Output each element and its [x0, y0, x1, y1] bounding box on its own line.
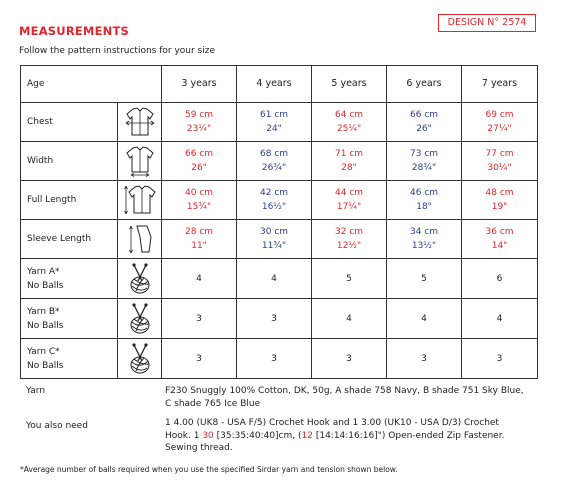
- full-length-row: [21, 181, 538, 220]
- yarn-c-label: Yarn C*: [27, 346, 60, 357]
- yarn-ball-icon: [118, 259, 162, 299]
- size-7-years: 7 years: [462, 66, 538, 103]
- length-cm-6: 46 cm: [410, 188, 439, 198]
- yarn-b-balls-label: No Balls: [27, 320, 64, 331]
- yarn-ball-icon: [118, 299, 162, 339]
- sleeve-length-label: Sleeve Length: [21, 220, 118, 259]
- width-in-4: 26¾": [261, 163, 287, 173]
- yarn-b-row: [21, 299, 538, 339]
- length-cm-4: 42 cm: [260, 188, 289, 198]
- yarn-b-balls-3: 3: [162, 299, 237, 339]
- length-in-4: 16½": [261, 202, 287, 212]
- width-cm-7: 77 cm: [485, 149, 514, 159]
- chest-in-7: 27¼": [487, 124, 512, 134]
- yarn-b-balls-4: 3: [237, 299, 312, 339]
- yarn-b-label: Yarn B*: [27, 306, 60, 317]
- yarn-description: [165, 385, 537, 410]
- sleeve-in-7: 14": [491, 241, 508, 251]
- width-cm-5: 71 cm: [335, 149, 364, 159]
- yarn-a-label: Yarn A*: [27, 266, 60, 277]
- sleeve-cm-7: 36 cm: [485, 227, 514, 237]
- sleeve-cm-3: 28 cm: [185, 227, 214, 237]
- yarn-c-balls-label: No Balls: [27, 360, 64, 371]
- sleeve-in-3: 11": [191, 241, 207, 251]
- size-3-years: 3 years: [162, 66, 237, 103]
- length-in-5: 17¼": [336, 202, 362, 212]
- yarn-b-balls-5: 4: [312, 299, 387, 339]
- width-in-6: 28¾": [411, 163, 437, 173]
- yarn-b-balls-6: 4: [387, 299, 462, 339]
- size-5-years: 5 years: [312, 66, 387, 103]
- design-number-badge: DESIGN N° 2574: [438, 14, 536, 32]
- yarn-label: Yarn: [26, 386, 46, 396]
- chest-cm-5: 64 cm: [335, 110, 364, 120]
- length-cm-3: 40 cm: [185, 188, 214, 198]
- length-cm-7: 48 cm: [485, 188, 514, 198]
- sleeve-cm-5: 32 cm: [335, 227, 364, 237]
- length-in-3: 15¾": [186, 202, 212, 212]
- sleeve-cm-4: 30 cm: [260, 227, 289, 237]
- chest-in-6: 26": [416, 124, 432, 134]
- yarn-a-row: [21, 259, 538, 299]
- yarn-description-line2: C shade 765 Ice Blue: [165, 398, 261, 409]
- zip-length-in: 12: [301, 430, 313, 441]
- yarn-b-balls-7: 4: [462, 299, 538, 339]
- chest-in-3: 23¼": [186, 124, 212, 134]
- age-row: [21, 66, 538, 103]
- yarn-a-balls-5: 5: [312, 259, 387, 299]
- page-title: MEASUREMENTS: [19, 24, 129, 38]
- width-in-5: 28": [341, 163, 357, 173]
- size-6-years: 6 years: [387, 66, 462, 103]
- chest-label: Chest: [21, 103, 118, 142]
- sleeve-in-5: 12½": [336, 241, 362, 251]
- chest-cm-6: 66 cm: [410, 110, 439, 120]
- length-in-7: 19": [491, 202, 508, 212]
- measurements-table: [20, 65, 538, 379]
- yarn-a-balls-4: 4: [237, 259, 312, 299]
- width-label: Width: [21, 142, 118, 181]
- chest-cm-3: 59 cm: [185, 110, 214, 120]
- width-cm-3: 66 cm: [185, 149, 214, 159]
- yarn-description-line1: F230 Snuggly 100% Cotton, DK, 50g, A shade 758 Navy, B shade 751 Sky Blue,: [165, 386, 524, 396]
- yarn-c-row: [21, 339, 538, 379]
- yarn-c-balls-7: 3: [462, 339, 538, 379]
- also-need-line3: Sewing thread.: [165, 443, 233, 453]
- cardigan-width-icon: [118, 142, 162, 181]
- yarn-a-balls-6: 5: [387, 259, 462, 299]
- zip-length-cm: 30: [202, 430, 214, 441]
- sleeve-cm-6: 34 cm: [410, 227, 439, 237]
- also-need-line2c: [14:14:16:16]") Open-ended Zip Fastener.: [312, 430, 505, 441]
- cardigan-chest-icon: [118, 103, 162, 142]
- also-need-label: You also need: [26, 421, 88, 431]
- footnote: *Average number of balls required when you use the specified Sirdar yarn and tension shown below.: [20, 465, 398, 474]
- yarn-c-balls-4: 3: [237, 339, 312, 379]
- yarn-c-balls-6: 3: [387, 339, 462, 379]
- width-cm-4: 68 cm: [260, 149, 289, 159]
- yarn-ball-icon: [118, 339, 162, 379]
- yarn-a-balls-label: No Balls: [27, 280, 64, 291]
- sleeve-in-4: 11¾": [261, 241, 287, 251]
- also-need-description: [165, 417, 537, 455]
- chest-in-4: 24": [266, 124, 282, 134]
- full-length-label: Full Length: [21, 181, 118, 220]
- chest-cm-4: 61 cm: [260, 110, 289, 120]
- width-cm-6: 73 cm: [410, 149, 439, 159]
- also-need-line2b: [35:35:40:40]cm, (: [213, 430, 302, 441]
- yarn-c-balls-5: 3: [312, 339, 387, 379]
- length-in-6: 18": [416, 202, 432, 212]
- sleeve-length-icon: [118, 220, 162, 259]
- length-cm-5: 44 cm: [335, 188, 364, 198]
- sleeve-length-row: [21, 220, 538, 259]
- chest-row: [21, 103, 538, 142]
- cardigan-length-icon: [118, 181, 162, 220]
- also-need-line2a: Hook. 1: [165, 430, 203, 441]
- size-4-years: 4 years: [237, 66, 312, 103]
- also-need-line1: 1 4.00 (UK8 - USA F/5) Crochet Hook and 1 3.00 (UK10 - USA D/3) Crochet: [165, 418, 499, 428]
- width-in-7: 30¼": [487, 163, 512, 173]
- yarn-a-balls-3: 4: [162, 259, 237, 299]
- chest-cm-7: 69 cm: [485, 110, 514, 120]
- subtitle: Follow the pattern instructions for your size: [19, 46, 216, 56]
- age-label: Age: [21, 66, 162, 103]
- width-in-3: 26": [191, 163, 207, 173]
- sleeve-in-6: 13½": [411, 241, 437, 251]
- chest-in-5: 25¼": [336, 124, 362, 134]
- yarn-c-balls-3: 3: [162, 339, 237, 379]
- yarn-a-balls-7: 6: [462, 259, 538, 299]
- width-row: [21, 142, 538, 181]
